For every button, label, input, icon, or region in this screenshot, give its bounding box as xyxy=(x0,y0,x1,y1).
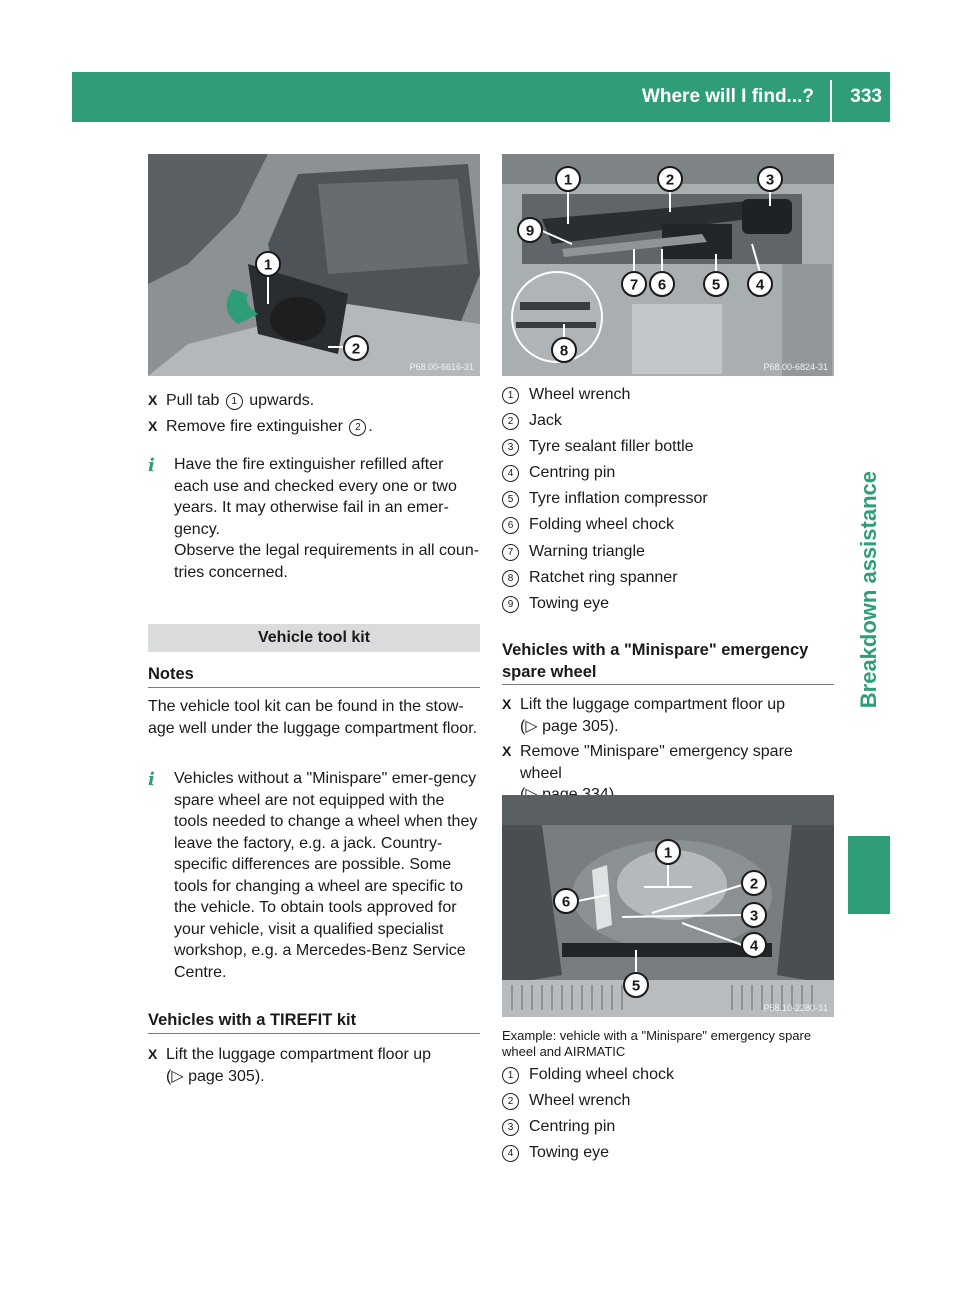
page-ref[interactable]: page 305 xyxy=(542,717,609,735)
page-header xyxy=(72,72,890,122)
svg-text:5: 5 xyxy=(631,977,641,995)
legend-item: 5 Tyre inflation compressor xyxy=(502,486,708,512)
step-marker: X xyxy=(148,392,158,408)
tool-kit-legend xyxy=(502,382,708,617)
svg-text:1: 1 xyxy=(263,256,273,274)
legend-item: 6 Folding wheel chock xyxy=(502,512,708,538)
info-icon: i xyxy=(148,455,155,476)
photo-code: P68.00-6616-31 xyxy=(409,362,474,372)
svg-text:9: 9 xyxy=(525,222,535,240)
step-pull-tab: X Pull tab 1 upwards. xyxy=(148,390,480,412)
header-divider xyxy=(830,80,832,122)
photo-caption: Example: vehicle with a "Minispare" emergency spare wheel and AIRMATIC xyxy=(502,1028,812,1059)
info-note-minispare xyxy=(148,768,482,983)
svg-text:1: 1 xyxy=(563,171,573,189)
page-ref-icon: ▷ xyxy=(525,717,538,735)
divider xyxy=(148,687,480,688)
side-tab-label: Breakdown assistance xyxy=(856,470,881,708)
step-marker: X xyxy=(502,696,512,712)
legend-item: 4 Towing eye xyxy=(502,1140,674,1166)
svg-text:2: 2 xyxy=(749,875,759,893)
svg-text:4: 4 xyxy=(755,276,765,294)
svg-text:8: 8 xyxy=(559,342,569,360)
legend-item: 2 Jack xyxy=(502,408,708,434)
svg-text:2: 2 xyxy=(665,171,675,189)
minispare-legend xyxy=(502,1062,674,1166)
svg-text:3: 3 xyxy=(765,171,775,189)
svg-text:1: 1 xyxy=(663,844,673,862)
legend-item: 7 Warning triangle xyxy=(502,539,708,565)
info-note-extinguisher xyxy=(148,454,482,583)
svg-text:3: 3 xyxy=(749,907,759,925)
legend-item: 1 Folding wheel chock xyxy=(502,1062,674,1088)
callout-ref: 1 xyxy=(226,393,243,410)
minispare-heading: Vehicles with a "Minispare" emergency spare wheel xyxy=(502,641,809,681)
step-remove-minispare: X Remove "Minispare" emergency spare wheel xyxy=(502,741,834,806)
legend-item: 3 Centring pin xyxy=(502,1114,674,1140)
photo-code: P68.00-6824-31 xyxy=(763,362,828,372)
legend-item: 1 Wheel wrench xyxy=(502,382,708,408)
legend-item: 4 Centring pin xyxy=(502,460,708,486)
side-tab xyxy=(848,122,890,708)
page-ref-icon: ▷ xyxy=(171,1067,184,1085)
tool-kit-photo xyxy=(502,154,834,376)
legend-item: 3 Tyre sealant filler bottle xyxy=(502,434,708,460)
notes-text: The vehicle tool kit can be found in the stow-age well under the luggage compartment floor. xyxy=(148,698,478,737)
page-number: 333 xyxy=(850,86,882,107)
svg-text:7: 7 xyxy=(629,276,639,294)
minispare-photo xyxy=(502,795,834,1017)
fire-extinguisher-photo xyxy=(148,154,480,376)
step-marker: X xyxy=(148,418,158,434)
side-tab-marker xyxy=(848,836,890,914)
step-marker: X xyxy=(148,1046,158,1062)
svg-text:2: 2 xyxy=(351,340,361,358)
step-remove-extinguisher: X Remove fire extinguisher 2 . xyxy=(148,416,480,438)
photo-code: P58.10-2280-31 xyxy=(763,1003,828,1013)
legend-item: 8 Ratchet ring spanner xyxy=(502,565,708,591)
info-icon: i xyxy=(148,769,155,790)
info-text: Have the fire extinguisher refilled after each use and checked every one or two years. It may otherwise fail in an emer-gency. xyxy=(174,456,457,538)
section-title: Vehicle tool kit xyxy=(148,624,480,652)
step-marker: X xyxy=(502,743,512,759)
legend-item: 2 Wheel wrench xyxy=(502,1088,674,1114)
svg-text:6: 6 xyxy=(657,276,667,294)
info-text: Vehicles without a "Minispare" emer-gency spare wheel are not equipped with the tools needed to change a wheel when they leave the factory, e.g. a jack. Country-specific differences are possible. Some tools for changing a wheel are specific to the vehicle. To obtain tools approved for your vehicle, visit a qualified specialist workshop, e.g. a Mercedes-Benz Service Centre. xyxy=(174,770,478,981)
svg-text:5: 5 xyxy=(711,276,721,294)
info-text: Observe the legal requirements in all coun-tries concerned. xyxy=(174,542,480,581)
step-lift-floor: X Lift the luggage compartment floor up (▷ page 305). xyxy=(502,696,786,735)
svg-text:6: 6 xyxy=(561,893,571,911)
step-lift-floor: X Lift the luggage compartment floor up (▷ page 305). xyxy=(148,1046,432,1085)
svg-text:4: 4 xyxy=(749,937,759,955)
callout-ref: 2 xyxy=(349,419,366,436)
divider xyxy=(148,1033,480,1034)
page-ref[interactable]: page 305 xyxy=(188,1067,255,1085)
legend-item: 9 Towing eye xyxy=(502,591,708,617)
divider xyxy=(502,684,834,685)
tirefit-heading: Vehicles with a TIREFIT kit xyxy=(148,1011,357,1029)
notes-heading: Notes xyxy=(148,665,194,683)
header-title: Where will I find...? xyxy=(641,86,814,107)
